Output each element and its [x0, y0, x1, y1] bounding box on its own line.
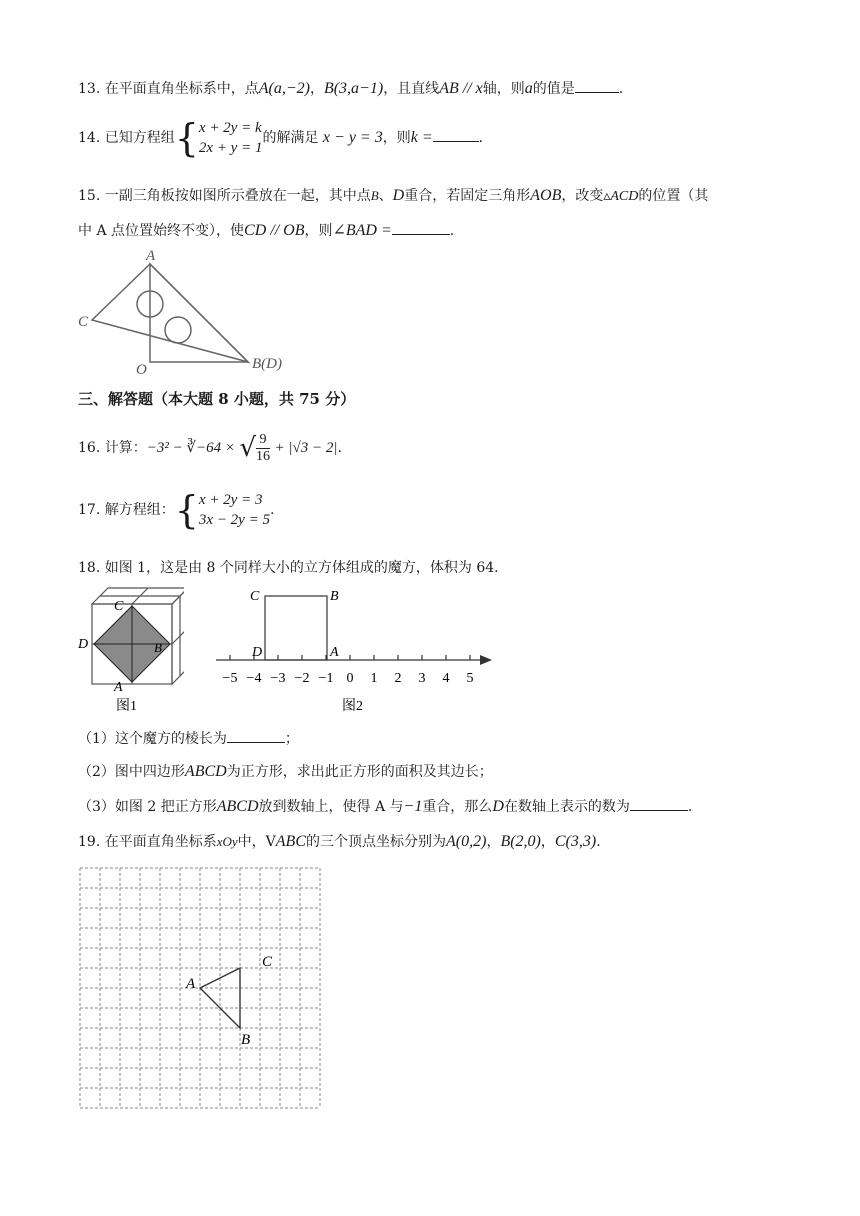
tick-label: 0	[346, 671, 354, 686]
question-15-line1: 15. 一副三角板按如图所示叠放在一起，其中点B、D重合，若固定三角形AOB，改变▵ACD的位置（其	[78, 187, 709, 204]
tick-label: −5	[222, 671, 238, 686]
figure-15-triangles	[74, 248, 304, 378]
answer-blank	[227, 728, 285, 743]
question-18: 18. 如图 1，这是由 8 个同样大小的立方体组成的魔方，体积为 64.	[78, 560, 499, 576]
brace: {	[174, 116, 199, 160]
fraction: $\frac{9}{16}$	[256, 431, 271, 464]
tick-label: 1	[370, 671, 378, 686]
figure-19-grid	[78, 866, 324, 1112]
answer-blank	[575, 78, 619, 93]
label-b: B	[241, 1032, 251, 1048]
tick-label: −3	[270, 671, 286, 686]
label-a: A	[146, 248, 156, 264]
label-o: O	[136, 362, 147, 378]
tick-label: −4	[246, 671, 262, 686]
label-a: A	[114, 680, 123, 695]
label-c: C	[114, 599, 124, 614]
label-a: A	[186, 976, 196, 992]
section-heading: 三、解答题（本大题 8 小题，共 75 分）	[78, 390, 356, 408]
label-b: B	[330, 589, 339, 604]
tick-label: −2	[294, 671, 310, 686]
triangle-hole	[165, 317, 191, 343]
tick-label: 4	[442, 671, 450, 686]
square-on-axis	[265, 596, 327, 660]
caption-fig2: 图2	[342, 699, 363, 714]
triangle-acd	[92, 264, 248, 362]
label-bd: B(D)	[252, 356, 282, 372]
question-19: 19. 在平面直角坐标系xOy中，VABC的三个顶点坐标分别为A(0,2)，B(2,0)，C(3,3).	[78, 833, 601, 850]
question-15-line2: 中 A 点位置始终不变），使CD // OB，则∠BAD = .	[78, 222, 455, 239]
question-17: 17. 解方程组：{ x + 2y = 3 3x − 2y = 5 .	[78, 488, 275, 532]
axis-arrow	[480, 655, 492, 665]
question-16: 16. 计算：−3² − ∛−64 × √ $\frac{9}{16}$ + |√3 − 2|.	[78, 431, 342, 464]
tick-label: −1	[318, 671, 334, 686]
tick-label: 5	[466, 671, 474, 686]
answer-blank	[630, 796, 688, 811]
label-d: D	[78, 637, 89, 652]
brace: {	[174, 488, 199, 532]
answer-blank	[392, 220, 450, 235]
label-d: D	[252, 645, 263, 660]
caption-fig1: 图1	[116, 699, 137, 714]
question-18-part2: （2）图中四边形ABCD为正方形，求出此正方形的面积及其边长；	[78, 763, 493, 780]
tick-label: 3	[418, 671, 426, 686]
label-c: C	[78, 314, 89, 330]
label-c: C	[262, 954, 273, 970]
label-a: A	[330, 645, 339, 660]
sqrt-sign: √	[239, 433, 257, 463]
answer-blank	[433, 127, 479, 142]
question-18-part3: （3）如图 2 把正方形ABCD放到数轴上，使得 A 与−1重合，那么D在数轴上表示的数为 .	[78, 798, 693, 815]
label-b: B	[154, 640, 162, 655]
tick-label: 2	[394, 671, 402, 686]
label-c: C	[250, 589, 260, 604]
question-14: 14. 已知方程组{ x + 2y = k 2x + y = 1 的解满足 x − y = 3，则k = .	[78, 116, 484, 160]
question-18-part1: （1）这个魔方的棱长为 ；	[78, 728, 299, 749]
equation-system: x + 2y = k 2x + y = 1	[198, 120, 263, 156]
cube-side	[172, 588, 184, 684]
equation-system: x + 2y = 3 3x − 2y = 5	[198, 492, 270, 528]
question-13: 13. 在平面直角坐标系中，点A(a,−2)，B(3,a−1)，且直线AB // x轴，则a的值是 .	[78, 80, 624, 97]
figure-18-cube	[74, 584, 184, 716]
figure-18-number-line	[210, 584, 500, 716]
